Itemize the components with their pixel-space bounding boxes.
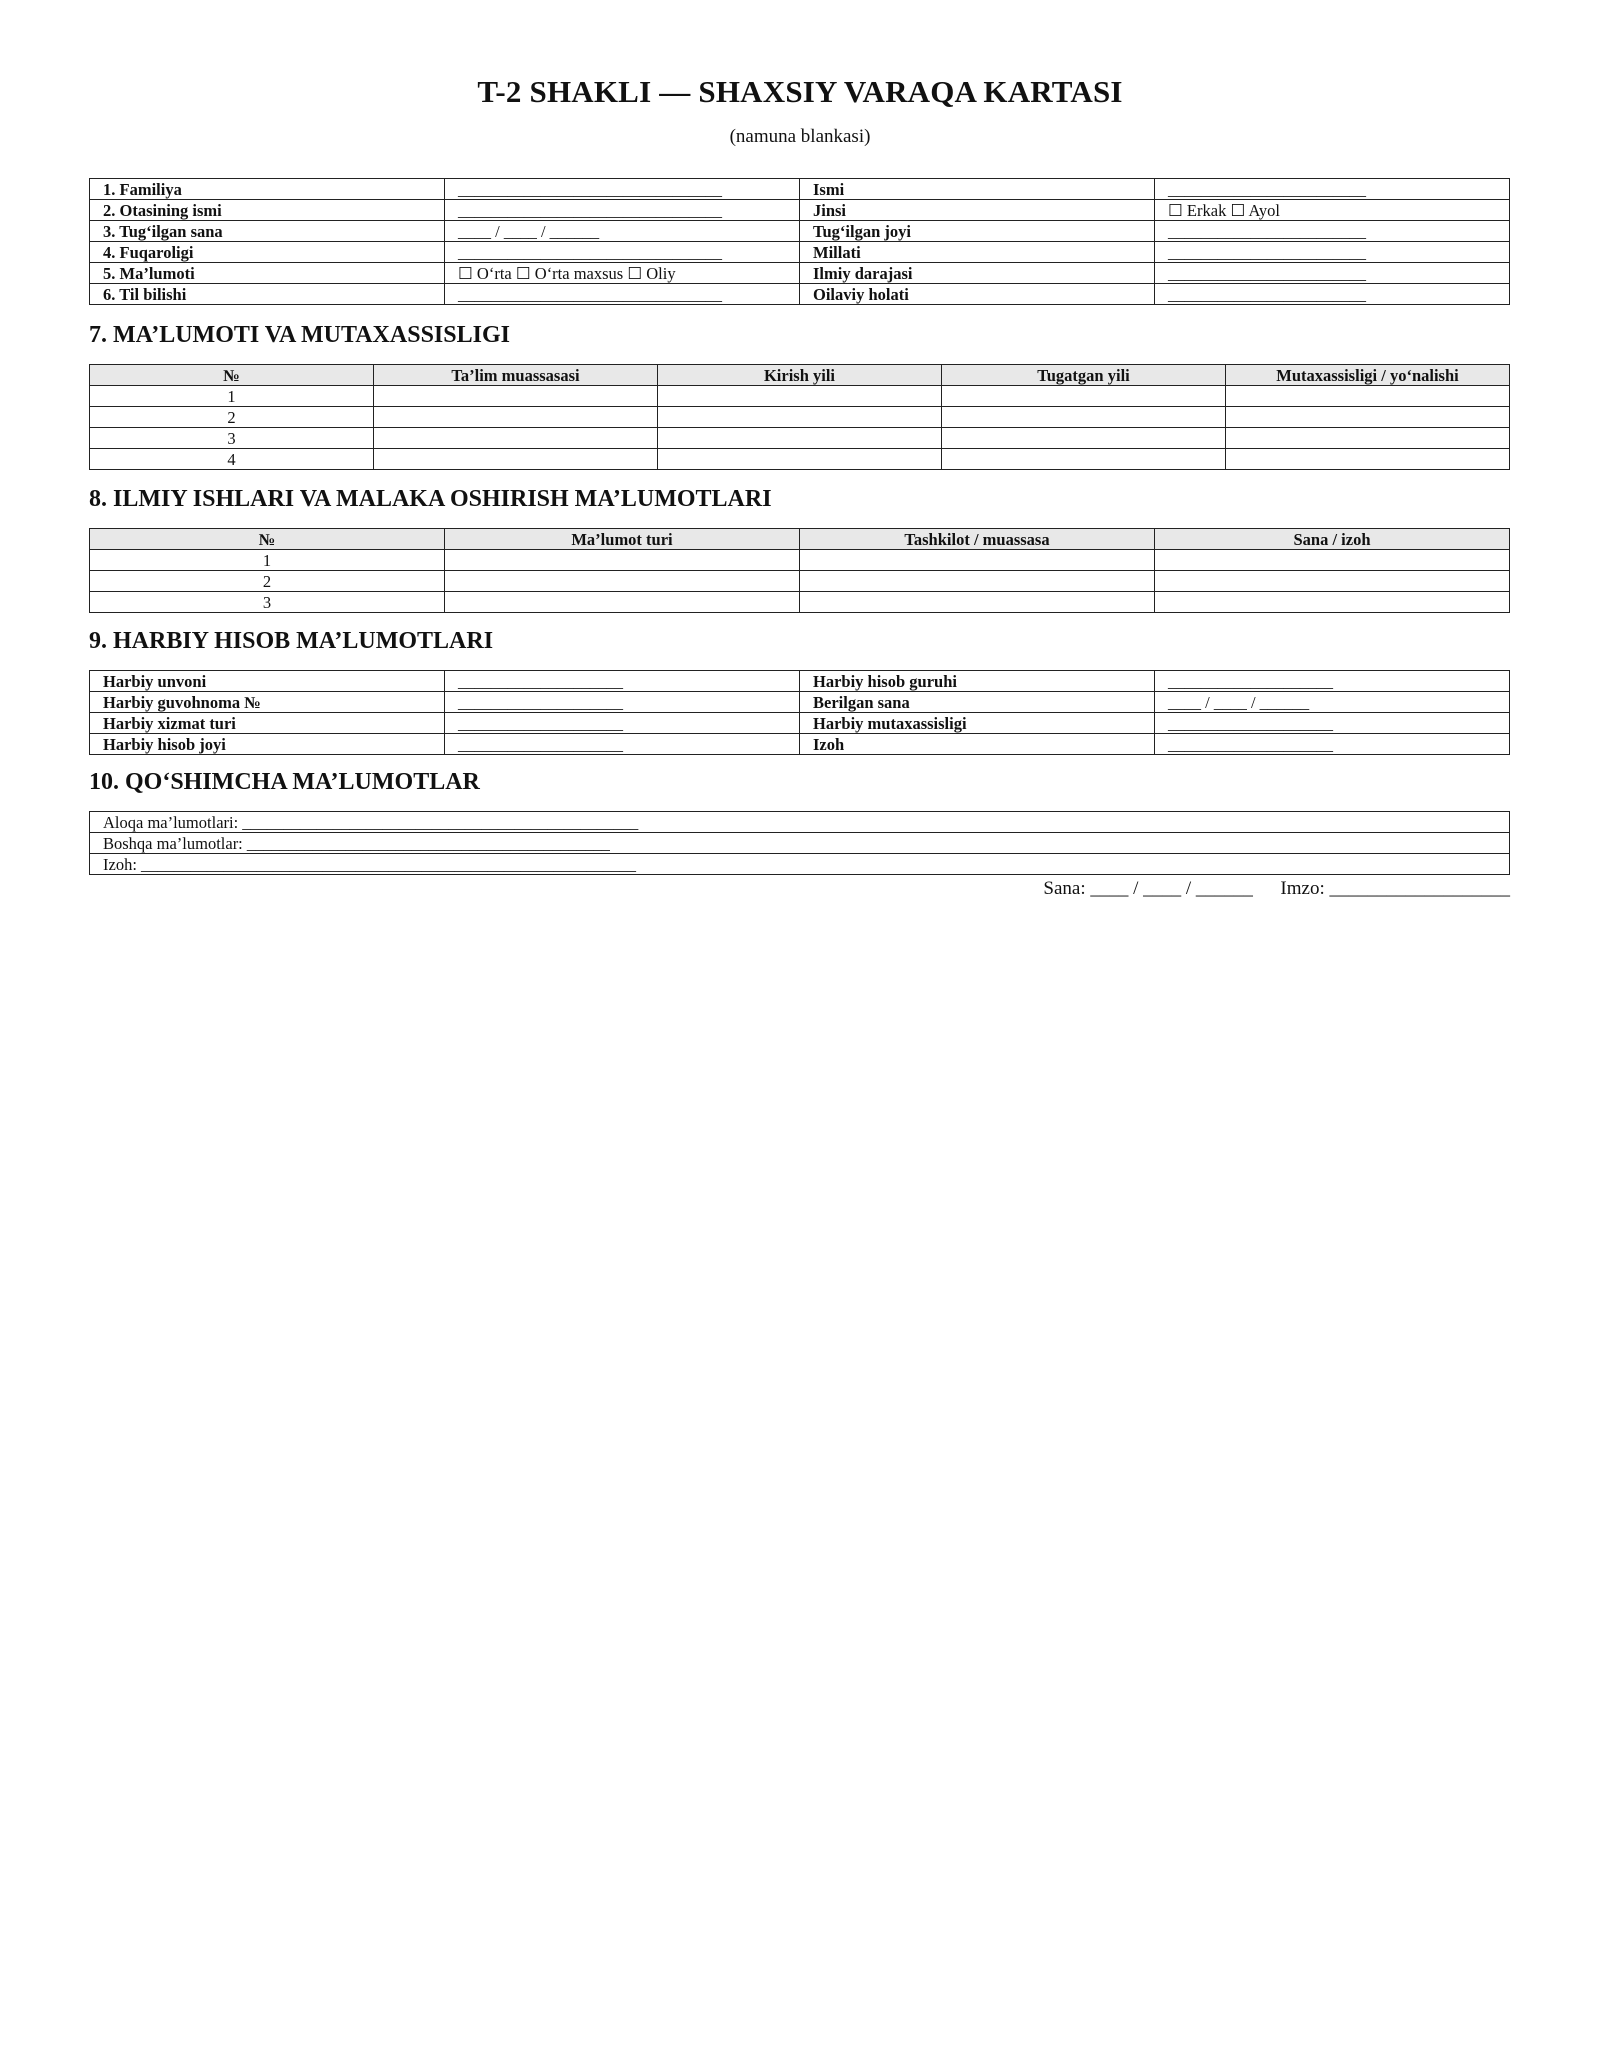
table-row — [90, 550, 1510, 571]
field-value[interactable]: ____________________ — [445, 734, 800, 755]
column-header: Tugatgan yili — [942, 365, 1226, 386]
table-cell[interactable] — [1226, 449, 1510, 470]
field-value[interactable]: ____________________ — [445, 713, 800, 734]
section-heading-additional: 10. QO‘SHIMCHA MA’LUMOTLAR — [89, 769, 480, 795]
field-label: Ismi — [800, 179, 1155, 200]
table-row — [90, 221, 1510, 242]
table-row — [90, 263, 1510, 284]
table-cell[interactable] — [374, 449, 658, 470]
column-header: Mutaxassisligi / yo‘nalishi — [1226, 365, 1510, 386]
table-header-row — [90, 529, 1510, 550]
row-number: 1 — [90, 550, 445, 571]
table-cell[interactable] — [942, 407, 1226, 428]
table-row — [90, 284, 1510, 305]
table-cell[interactable] — [374, 386, 658, 407]
field-label: Millati — [800, 242, 1155, 263]
field-value[interactable]: ____________________ — [445, 692, 800, 713]
row-number: 4 — [90, 449, 374, 470]
field-value[interactable]: ____ / ____ / ______ — [1155, 692, 1510, 713]
field-value[interactable]: ________________________________ — [445, 179, 800, 200]
table-cell[interactable] — [800, 550, 1155, 571]
field-value[interactable]: ____________________ — [1155, 734, 1510, 755]
table-row — [90, 854, 1510, 875]
table-row — [90, 449, 1510, 470]
table-cell[interactable] — [1226, 407, 1510, 428]
field-label: Harbiy hisob guruhi — [800, 671, 1155, 692]
row-number: 1 — [90, 386, 374, 407]
field-label: Ilmiy darajasi — [800, 263, 1155, 284]
field-label: Harbiy mutaxassisligi — [800, 713, 1155, 734]
table-cell[interactable] — [374, 407, 658, 428]
table-row — [90, 671, 1510, 692]
table-cell[interactable] — [658, 449, 942, 470]
field-label: Izoh — [800, 734, 1155, 755]
field-value[interactable]: ____________________ — [445, 671, 800, 692]
field-label: Oilaviy holati — [800, 284, 1155, 305]
education-level-checkboxes[interactable]: ☐ O‘rta ☐ O‘rta maxsus ☐ Oliy — [445, 263, 800, 284]
column-header: Ma’lumot turi — [445, 529, 800, 550]
table-row — [90, 386, 1510, 407]
table-cell[interactable] — [1226, 386, 1510, 407]
other-info-field[interactable]: Boshqa ma’lumotlar: ____________________________________________ — [90, 833, 1510, 854]
table-header-row — [90, 365, 1510, 386]
column-header: Kirish yili — [658, 365, 942, 386]
table-row — [90, 734, 1510, 755]
table-cell[interactable] — [1155, 571, 1510, 592]
field-label: Jinsi — [800, 200, 1155, 221]
personal-info-table — [89, 178, 1510, 305]
row-number: 2 — [90, 571, 445, 592]
field-value[interactable]: ________________________________ — [445, 200, 800, 221]
additional-table — [89, 811, 1510, 875]
field-label: 4. Fuqaroligi — [90, 242, 445, 263]
field-value[interactable]: ____________________ — [1155, 671, 1510, 692]
column-header: № — [90, 365, 374, 386]
signature-field[interactable]: Imzo: ___________________ — [1280, 878, 1510, 899]
table-cell[interactable] — [1155, 550, 1510, 571]
form-title: T-2 SHAKLI — SHAXSIY VARAQA KARTASI — [477, 74, 1123, 109]
table-cell[interactable] — [445, 592, 800, 613]
field-value[interactable]: ________________________ — [1155, 221, 1510, 242]
field-value[interactable]: ________________________________ — [445, 284, 800, 305]
field-label: 3. Tug‘ilgan sana — [90, 221, 445, 242]
education-table — [89, 364, 1510, 470]
table-cell[interactable] — [1226, 428, 1510, 449]
column-header: № — [90, 529, 445, 550]
date-field[interactable]: Sana: ____ / ____ / ______ — [1043, 878, 1253, 899]
table-cell[interactable] — [658, 386, 942, 407]
field-value[interactable]: ____________________ — [1155, 713, 1510, 734]
row-number: 3 — [90, 592, 445, 613]
table-cell[interactable] — [658, 407, 942, 428]
column-header: Ta’lim muassasasi — [374, 365, 658, 386]
table-cell[interactable] — [942, 428, 1226, 449]
table-row — [90, 592, 1510, 613]
table-row — [90, 407, 1510, 428]
field-label: 1. Familiya — [90, 179, 445, 200]
contact-info-field[interactable]: Aloqa ma’lumotlari: ________________________________________________ — [90, 812, 1510, 833]
note-field[interactable]: Izoh: ____________________________________________________________ — [90, 854, 1510, 875]
table-row — [90, 428, 1510, 449]
section-heading-science: 8. ILMIY ISHLARI VA MALAKA OSHIRISH MA’LUMOTLARI — [89, 486, 772, 512]
table-cell[interactable] — [658, 428, 942, 449]
science-table — [89, 528, 1510, 613]
table-cell[interactable] — [942, 386, 1226, 407]
table-row — [90, 179, 1510, 200]
row-number: 3 — [90, 428, 374, 449]
table-row — [90, 692, 1510, 713]
field-label: Harbiy guvohnoma № — [90, 692, 445, 713]
table-row — [90, 242, 1510, 263]
table-row — [90, 833, 1510, 854]
field-label: Harbiy unvoni — [90, 671, 445, 692]
field-label: 5. Ma’lumoti — [90, 263, 445, 284]
table-row — [90, 713, 1510, 734]
table-row — [90, 200, 1510, 221]
row-number: 2 — [90, 407, 374, 428]
table-cell[interactable] — [1155, 592, 1510, 613]
military-table — [89, 670, 1510, 755]
field-value[interactable]: ________________________ — [1155, 242, 1510, 263]
field-value[interactable]: ________________________ — [1155, 263, 1510, 284]
section-heading-military: 9. HARBIY HISOB MA’LUMOTLARI — [89, 628, 494, 654]
table-cell[interactable] — [445, 571, 800, 592]
column-header: Sana / izoh — [1155, 529, 1510, 550]
table-cell[interactable] — [942, 449, 1226, 470]
field-label: Harbiy xizmat turi — [90, 713, 445, 734]
table-cell[interactable] — [800, 592, 1155, 613]
form-subtitle: (namuna blankasi) — [729, 126, 871, 147]
field-label: Tug‘ilgan joyi — [800, 221, 1155, 242]
field-value[interactable]: ________________________________ — [445, 242, 800, 263]
column-header: Tashkilot / muassasa — [800, 529, 1155, 550]
table-cell[interactable] — [374, 428, 658, 449]
field-label: 6. Til bilishi — [90, 284, 445, 305]
field-label: 2. Otasining ismi — [90, 200, 445, 221]
section-heading-education: 7. MA’LUMOTI VA MUTAXASSISLIGI — [89, 322, 510, 348]
field-value[interactable]: ________________________ — [1155, 284, 1510, 305]
table-row — [90, 571, 1510, 592]
birth-date-field[interactable]: ____ / ____ / ______ — [445, 221, 800, 242]
table-row — [90, 812, 1510, 833]
field-label: Berilgan sana — [800, 692, 1155, 713]
field-label: Harbiy hisob joyi — [90, 734, 445, 755]
table-cell[interactable] — [800, 571, 1155, 592]
signature-line — [1043, 878, 1510, 900]
table-cell[interactable] — [445, 550, 800, 571]
gender-checkboxes[interactable]: ☐ Erkak ☐ Ayol — [1155, 200, 1510, 221]
field-value[interactable]: ________________________ — [1155, 179, 1510, 200]
